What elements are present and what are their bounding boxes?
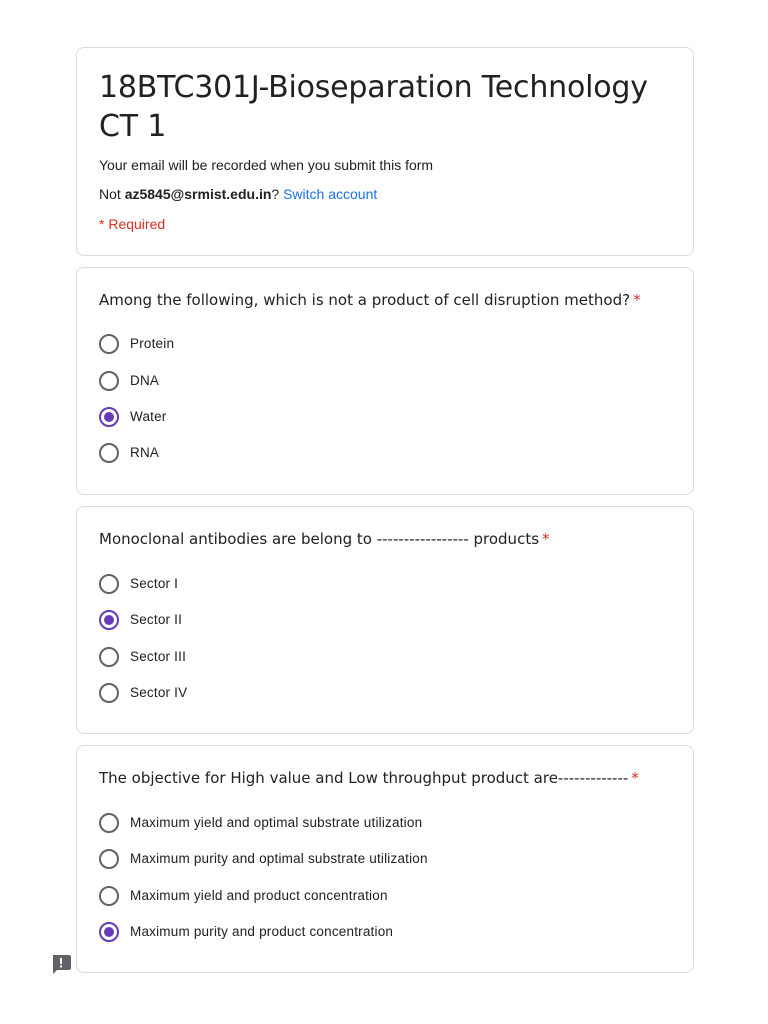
account-suffix: ? bbox=[271, 186, 284, 202]
option-label: Maximum purity and product concentration bbox=[130, 924, 394, 939]
radio-button-selected[interactable] bbox=[99, 407, 119, 427]
account-email: az5845@srmist.edu.in bbox=[124, 186, 272, 202]
question-text bbox=[99, 290, 679, 310]
radio-button[interactable] bbox=[99, 647, 119, 667]
question-label: Among the following, which is not a product of cell disruption method? bbox=[99, 291, 631, 309]
question-text bbox=[99, 529, 679, 549]
radio-option[interactable] bbox=[99, 609, 659, 631]
required-asterisk: * bbox=[542, 530, 550, 548]
question-card bbox=[76, 745, 694, 973]
option-label: Sector III bbox=[130, 649, 187, 664]
account-line bbox=[99, 185, 377, 203]
radio-option[interactable] bbox=[99, 573, 659, 595]
radio-button[interactable] bbox=[99, 813, 119, 833]
radio-option[interactable] bbox=[99, 333, 659, 355]
form-title: 18BTC301J-Bioseparation Technology CT 1 bbox=[99, 70, 648, 144]
option-label: Maximum yield and optimal substrate utilization bbox=[130, 815, 423, 830]
radio-option[interactable] bbox=[99, 885, 659, 907]
radio-button[interactable] bbox=[99, 574, 119, 594]
radio-option[interactable] bbox=[99, 646, 659, 668]
radio-option[interactable] bbox=[99, 406, 659, 428]
radio-option[interactable] bbox=[99, 442, 659, 464]
option-label: Sector IV bbox=[130, 685, 188, 700]
radio-option[interactable] bbox=[99, 370, 659, 392]
account-prefix: Not bbox=[99, 186, 125, 202]
email-recorded-note: Your email will be recorded when you submit this form bbox=[99, 157, 434, 173]
required-asterisk: * bbox=[633, 291, 641, 309]
question-text bbox=[99, 768, 679, 788]
switch-account-link[interactable]: Switch account bbox=[283, 186, 378, 202]
option-label: Water bbox=[130, 409, 167, 424]
radio-button-selected[interactable] bbox=[99, 610, 119, 630]
radio-button-selected[interactable] bbox=[99, 922, 119, 942]
radio-button[interactable] bbox=[99, 886, 119, 906]
radio-button[interactable] bbox=[99, 334, 119, 354]
question-label: The objective for High value and Low throughput product are------------- bbox=[99, 769, 629, 787]
radio-option[interactable] bbox=[99, 812, 659, 834]
option-label: DNA bbox=[130, 373, 160, 388]
option-label: RNA bbox=[130, 445, 160, 460]
radio-button[interactable] bbox=[99, 371, 119, 391]
radio-option[interactable] bbox=[99, 848, 659, 870]
question-label: Monoclonal antibodies are belong to ----------------- products bbox=[99, 530, 540, 548]
option-label: Protein bbox=[130, 336, 175, 351]
report-issue-glyph bbox=[50, 953, 72, 975]
option-label: Maximum purity and optimal substrate utilization bbox=[130, 851, 428, 866]
option-label: Maximum yield and product concentration bbox=[130, 888, 388, 903]
required-note: * Required bbox=[99, 216, 166, 232]
radio-option[interactable] bbox=[99, 682, 659, 704]
question-card bbox=[76, 267, 694, 495]
radio-option[interactable] bbox=[99, 921, 659, 943]
required-asterisk: * bbox=[631, 769, 639, 787]
radio-button[interactable] bbox=[99, 849, 119, 869]
option-label: Sector II bbox=[130, 612, 183, 627]
question-card bbox=[76, 506, 694, 734]
option-label: Sector I bbox=[130, 576, 179, 591]
form-header-card bbox=[76, 47, 694, 256]
radio-button[interactable] bbox=[99, 683, 119, 703]
report-issue-icon[interactable] bbox=[50, 953, 72, 975]
radio-button[interactable] bbox=[99, 443, 119, 463]
